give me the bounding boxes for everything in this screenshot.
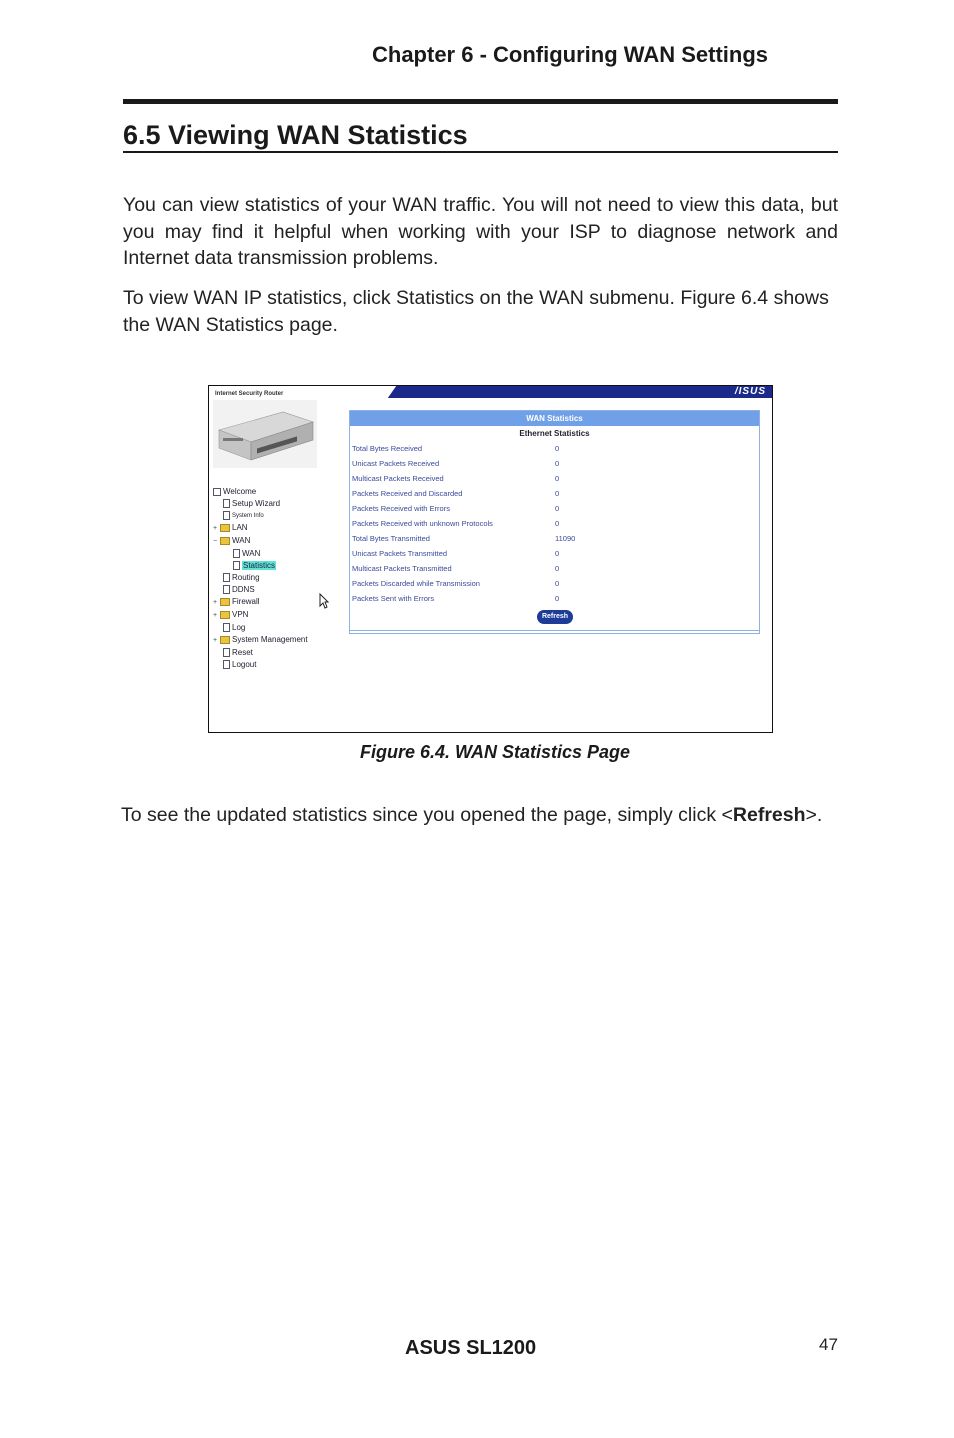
tree-item-wan[interactable]: − WAN: [213, 535, 308, 548]
section-underline: [123, 151, 838, 153]
stat-value: 0: [555, 459, 560, 468]
stat-label: Packets Received and Discarded: [352, 489, 463, 498]
page-icon: [223, 573, 230, 582]
stat-label: Multicast Packets Transmitted: [352, 564, 452, 573]
page-icon: [233, 549, 240, 558]
tree-item-statistics[interactable]: Statistics: [213, 560, 308, 572]
table-row: [350, 576, 759, 591]
monitor-icon: [213, 488, 221, 496]
tree-item-ddns[interactable]: DDNS: [213, 584, 308, 596]
table-row: [350, 531, 759, 546]
page-number: 47: [819, 1335, 838, 1354]
stat-value: 0: [555, 474, 560, 483]
stat-value: 11090: [555, 534, 576, 543]
nav-tree: [213, 486, 308, 671]
tree-item-routing[interactable]: Routing: [213, 572, 308, 584]
refresh-paragraph: To see the updated statistics since you opened the page, simply click <Refresh>.: [121, 804, 823, 826]
table-row: [350, 561, 759, 576]
stat-value: 0: [555, 564, 560, 573]
stat-value: 0: [555, 504, 560, 513]
page-icon: [223, 623, 230, 632]
panel-bottom-rule: [350, 630, 759, 631]
stat-label: Packets Received with unknown Protocols: [352, 519, 493, 528]
wan-statistics-screenshot: [208, 385, 773, 733]
page-icon: [233, 561, 240, 570]
asus-logo: /ISUS: [734, 386, 766, 397]
tree-item-logout[interactable]: Logout: [213, 659, 308, 671]
stat-value: 0: [555, 444, 560, 453]
page-icon: [223, 648, 230, 657]
folder-icon: [220, 636, 230, 644]
folder-icon: [220, 611, 230, 619]
table-row: [350, 471, 759, 486]
chapter-header: Chapter 6 - Configuring WAN Settings: [372, 42, 768, 67]
table-row: [350, 501, 759, 516]
folder-open-icon: [220, 537, 230, 545]
stat-label: Total Bytes Received: [352, 444, 423, 453]
expand-icon: +: [213, 637, 218, 644]
folder-icon: [220, 598, 230, 606]
tree-item-lan[interactable]: + LAN: [213, 522, 308, 535]
stat-label: Packets Received with Errors: [352, 504, 450, 513]
table-row: [350, 516, 759, 531]
tree-item-welcome[interactable]: Welcome: [213, 486, 308, 498]
stat-label: Total Bytes Transmitted: [352, 534, 430, 543]
stat-value: 0: [555, 489, 560, 498]
folder-icon: [220, 524, 230, 532]
tree-item-wan-sub[interactable]: WAN: [213, 548, 308, 560]
stat-label: Packets Discarded while Transmission: [352, 579, 480, 588]
stat-label: Unicast Packets Transmitted: [352, 549, 448, 558]
tree-item-reset[interactable]: Reset: [213, 647, 308, 659]
expand-icon: +: [213, 612, 218, 619]
page-icon: [223, 499, 230, 508]
tree-item-system-management[interactable]: + System Management: [213, 634, 308, 647]
tree-item-system-info[interactable]: System Info: [213, 510, 308, 522]
page-icon: [223, 585, 230, 594]
expand-icon: +: [213, 525, 218, 532]
router-title: Internet Security Router: [215, 391, 284, 397]
tree-item-log[interactable]: Log: [213, 622, 308, 634]
stat-label: Packets Sent with Errors: [352, 594, 435, 603]
tree-item-firewall[interactable]: + Firewall: [213, 596, 308, 609]
table-row: [350, 546, 759, 561]
tree-item-setup-wizard[interactable]: Setup Wizard: [213, 498, 308, 510]
page-icon: [223, 511, 230, 520]
stat-value: 0: [555, 594, 560, 603]
table-row: [350, 441, 759, 456]
table-row: [350, 486, 759, 501]
instruction-paragraph: To view WAN IP statistics, click Statistics on the WAN submenu. Figure 6.4 shows the WAN Statistics page.: [123, 287, 829, 336]
stat-value: 0: [555, 579, 560, 588]
stat-label: Multicast Packets Received: [352, 474, 444, 483]
stat-value: 0: [555, 519, 560, 528]
tree-item-vpn[interactable]: + VPN: [213, 609, 308, 622]
expand-icon: +: [213, 599, 218, 606]
panel-title: WAN Statistics: [350, 411, 759, 426]
intro-paragraph: You can view statistics of your WAN traffic. You will not need to view this data, but you may find it helpful when working with your ISP to diagnose network and Internet data transmission problems.: [123, 194, 838, 269]
router-image: [213, 400, 317, 468]
header-rule: [123, 99, 838, 104]
figure-caption: Figure 6.4. WAN Statistics Page: [359, 742, 631, 762]
section-title: 6.5 Viewing WAN Statistics: [123, 120, 468, 150]
footer-product: ASUS SL1200: [405, 1337, 537, 1359]
asus-banner: [384, 386, 772, 398]
table-row: [350, 456, 759, 471]
stat-value: 0: [555, 549, 560, 558]
panel-subtitle: Ethernet Statistics: [519, 429, 590, 438]
wan-statistics-panel: [349, 410, 760, 634]
refresh-keyword: Refresh: [732, 804, 806, 826]
collapse-icon: −: [213, 538, 218, 545]
stat-label: Unicast Packets Received: [352, 459, 440, 468]
table-row: [350, 591, 759, 606]
refresh-button[interactable]: Refresh: [537, 610, 573, 624]
statistics-table: [350, 441, 759, 606]
mouse-cursor-icon: [319, 593, 329, 609]
page-icon: [223, 660, 230, 669]
